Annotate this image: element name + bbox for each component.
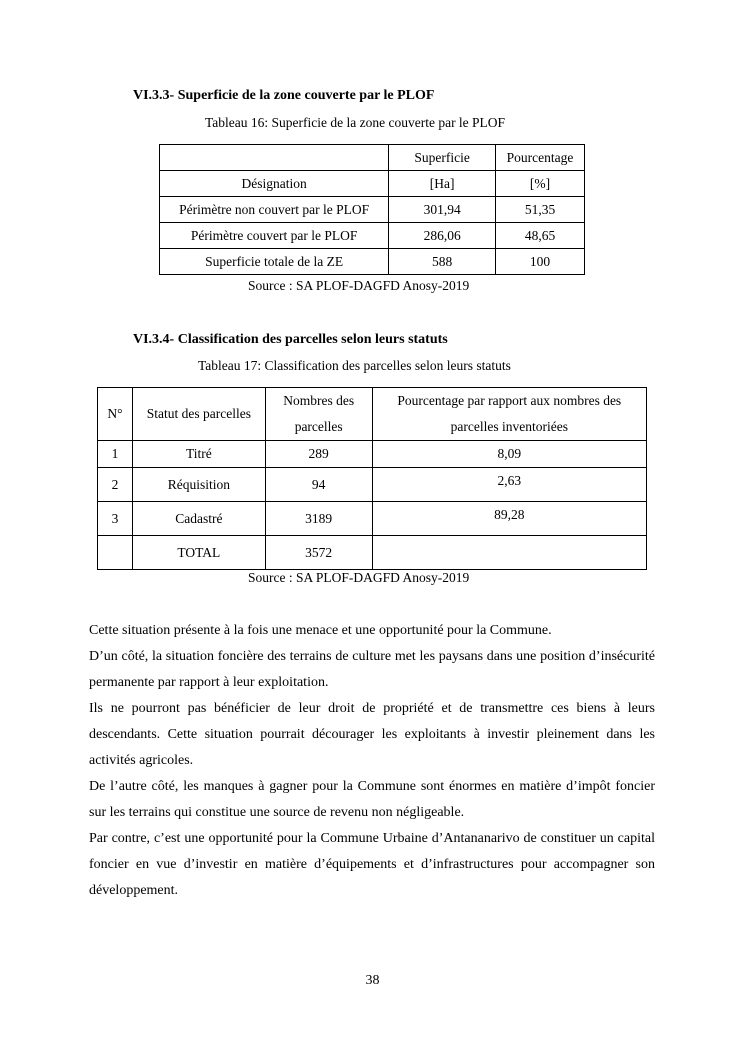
table-header-row — [160, 145, 585, 171]
table-row — [98, 536, 647, 570]
paragraph: Cette situation présente à la fois une menace et une opportunité pour la Commune. — [89, 623, 552, 638]
header-cell-empty — [160, 145, 389, 171]
cell-pct — [372, 536, 646, 570]
cell-superficie: 286,06 — [389, 223, 496, 249]
table-16-source: Source : SA PLOF-DAGFD Anosy-2019 — [248, 278, 470, 293]
header-unit-ha: [Ha] — [389, 171, 496, 197]
header-pourcentage — [372, 388, 646, 441]
header-designation: Désignation — [160, 171, 389, 197]
cell-pourcentage: 100 — [496, 249, 585, 275]
table-row — [160, 223, 585, 249]
header-nombres-line1: Nombres des — [283, 393, 355, 408]
paragraph: D’un côté, la situation foncière des terrains de culture met les paysans dans une position d’insécurité permanente par rapport à leur exploitation. — [89, 649, 655, 690]
table-row — [98, 468, 647, 502]
cell-num: 1 — [98, 441, 133, 468]
table-17-source: Source : SA PLOF-DAGFD Anosy-2019 — [248, 570, 470, 585]
cell-num: 2 — [98, 468, 133, 502]
header-nombres — [265, 388, 372, 441]
table-row — [98, 502, 647, 536]
table-17 — [97, 387, 647, 570]
cell-statut: Cadastré — [132, 502, 265, 536]
cell-pourcentage: 48,65 — [496, 223, 585, 249]
header-pourcentage: Pourcentage — [496, 145, 585, 171]
table-header-row — [160, 171, 585, 197]
table-17-caption: Tableau 17: Classification des parcelles selon leurs statuts — [198, 358, 511, 373]
header-statut: Statut des parcelles — [132, 388, 265, 441]
header-num: N° — [98, 388, 133, 441]
cell-statut: Réquisition — [132, 468, 265, 502]
page-number: 38 — [365, 973, 380, 988]
table-header-row — [98, 388, 647, 441]
cell-statut: TOTAL — [132, 536, 265, 570]
section-heading-vi-3-3: VI.3.3- Superficie de la zone couverte par le PLOF — [133, 88, 435, 103]
cell-designation: Périmètre couvert par le PLOF — [160, 223, 389, 249]
cell-pourcentage: 51,35 — [496, 197, 585, 223]
table-16-caption: Tableau 16: Superficie de la zone couverte par le PLOF — [205, 115, 506, 130]
header-nombres-line2: parcelles — [294, 419, 343, 434]
cell-num: 3 — [98, 502, 133, 536]
table-16 — [159, 144, 585, 275]
cell-pct: 89,28 — [372, 502, 646, 536]
paragraph: Ils ne pourront pas bénéficier de leur droit de propriété et de transmettre ces biens à leurs descendants. Cette situation pourrait décourager les exploitants à investir pleinement dans les activités agricoles. — [89, 701, 655, 768]
table-row — [98, 441, 647, 468]
cell-num — [98, 536, 133, 570]
cell-nombre: 289 — [265, 441, 372, 468]
cell-nombre: 3572 — [265, 536, 372, 570]
cell-superficie: 301,94 — [389, 197, 496, 223]
body-text — [89, 618, 655, 904]
cell-designation: Superficie totale de la ZE — [160, 249, 389, 275]
cell-designation: Périmètre non couvert par le PLOF — [160, 197, 389, 223]
header-pourcentage-line1: Pourcentage par rapport aux nombres des — [397, 393, 622, 408]
table-row — [160, 249, 585, 275]
section-heading-vi-3-4: VI.3.4- Classification des parcelles selon leurs statuts — [133, 332, 448, 347]
cell-pct: 8,09 — [372, 441, 646, 468]
header-superficie: Superficie — [389, 145, 496, 171]
cell-nombre: 94 — [265, 468, 372, 502]
table-row — [160, 197, 585, 223]
cell-superficie: 588 — [389, 249, 496, 275]
header-pourcentage-line2: parcelles inventoriées — [450, 419, 568, 434]
paragraph: De l’autre côté, les manques à gagner pour la Commune sont énormes en matière d’impôt foncier sur les terrains qui constitue une source de revenu non négligeable. — [89, 779, 655, 820]
cell-pct: 2,63 — [372, 468, 646, 502]
cell-nombre: 3189 — [265, 502, 372, 536]
cell-statut: Titré — [132, 441, 265, 468]
header-unit-pct: [%] — [496, 171, 585, 197]
paragraph: Par contre, c’est une opportunité pour la Commune Urbaine d’Antananarivo de constituer un capital foncier en vue d’investir en matière d’équipements et d’infrastructures pour accompagner son développement. — [89, 831, 655, 898]
